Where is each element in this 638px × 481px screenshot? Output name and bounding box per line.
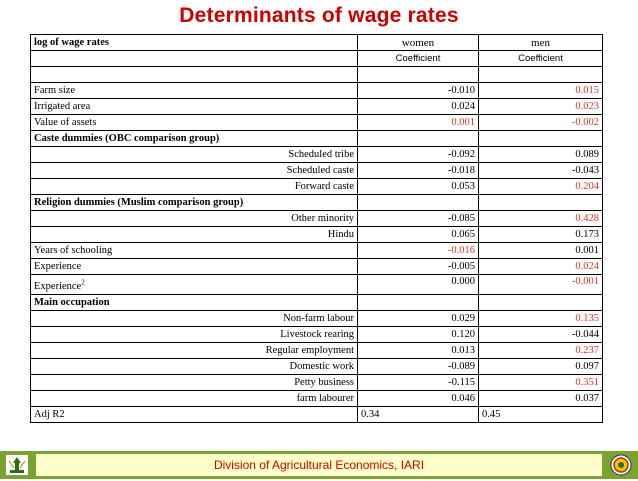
- men-coefficient: -0.002: [479, 115, 603, 131]
- table-row: [31, 359, 603, 375]
- men-coefficient: 0.135: [479, 311, 603, 327]
- section-label: Caste dummies (OBC comparison group): [31, 131, 358, 147]
- blank-cell: [358, 131, 479, 147]
- blank-cell: [479, 195, 603, 211]
- blank-cell: [479, 131, 603, 147]
- women-coefficient: 0.120: [358, 327, 479, 343]
- row-label: farm labourer: [31, 391, 358, 407]
- women-coefficient: -0.115: [358, 375, 479, 391]
- row-label: Irrigated area: [31, 99, 358, 115]
- row-label: Value of assets: [31, 115, 358, 131]
- adj-r2-label: Adj R2: [31, 407, 358, 423]
- women-coefficient: 0.053: [358, 179, 479, 195]
- row-label-superscript: 2: [81, 278, 85, 287]
- iari-emblem-icon: [6, 455, 28, 475]
- adj-r2-men: 0.45: [479, 407, 603, 423]
- row-label: Forward caste: [31, 179, 358, 195]
- men-coefficient: 0.173: [479, 227, 603, 243]
- women-coefficient: 0.000: [358, 275, 479, 295]
- men-coefficient: 0.428: [479, 211, 603, 227]
- men-coefficient: 0.097: [479, 359, 603, 375]
- women-coefficient: -0.010: [358, 83, 479, 99]
- women-coefficient: -0.092: [358, 147, 479, 163]
- row-label: Experience: [31, 259, 358, 275]
- women-coefficient: 0.024: [358, 99, 479, 115]
- table-row: [31, 311, 603, 327]
- row-label: Scheduled tribe: [31, 147, 358, 163]
- table-header-row: [31, 35, 603, 51]
- row-label: Domestic work: [31, 359, 358, 375]
- iari-seal-icon: [610, 454, 632, 476]
- row-label: Other minority: [31, 211, 358, 227]
- blank-cell: [31, 67, 358, 83]
- row-label: [31, 275, 358, 295]
- table-row: [31, 179, 603, 195]
- women-coefficient: 0.001: [358, 115, 479, 131]
- table-row: [31, 211, 603, 227]
- men-coefficient: 0.351: [479, 375, 603, 391]
- row-label: Scheduled caste: [31, 163, 358, 179]
- women-coefficient: -0.005: [358, 259, 479, 275]
- row-label: Petty business: [31, 375, 358, 391]
- table-row: [31, 243, 603, 259]
- men-coefficient: 0.023: [479, 99, 603, 115]
- men-coefficient: 0.237: [479, 343, 603, 359]
- women-coefficient: 0.065: [358, 227, 479, 243]
- header-women: women: [358, 35, 479, 51]
- table-subheader-row: [31, 51, 603, 67]
- table-row: [31, 327, 603, 343]
- women-coefficient: -0.018: [358, 163, 479, 179]
- table-row: [31, 259, 603, 275]
- women-coefficient: -0.016: [358, 243, 479, 259]
- men-coefficient: -0.001: [479, 275, 603, 295]
- footer-band: [0, 451, 638, 479]
- subheader-coefficient-men: Coefficient: [479, 51, 603, 67]
- row-label: Livestock rearing: [31, 327, 358, 343]
- footer-division-text: Division of Agricultural Economics, IARI: [36, 454, 602, 476]
- spacer-row: [31, 67, 603, 83]
- women-coefficient: 0.029: [358, 311, 479, 327]
- table-row: [31, 115, 603, 131]
- row-label: Farm size: [31, 83, 358, 99]
- row-label: Hindu: [31, 227, 358, 243]
- section-label: Religion dummies (Muslim comparison group): [31, 195, 358, 211]
- adj-r2-women: 0.34: [358, 407, 479, 423]
- section-label: Main occupation: [31, 295, 358, 311]
- men-coefficient: 0.024: [479, 259, 603, 275]
- row-label: Years of schooling: [31, 243, 358, 259]
- table-row: [31, 375, 603, 391]
- section-header-row: [31, 195, 603, 211]
- row-label-text: Experience: [34, 281, 82, 292]
- women-coefficient: 0.013: [358, 343, 479, 359]
- men-coefficient: -0.044: [479, 327, 603, 343]
- men-coefficient: 0.037: [479, 391, 603, 407]
- section-header-row: [31, 295, 603, 311]
- table-row: [31, 83, 603, 99]
- table-row: [31, 163, 603, 179]
- men-coefficient: 0.204: [479, 179, 603, 195]
- blank-cell: [31, 51, 358, 67]
- women-coefficient: -0.089: [358, 359, 479, 375]
- blank-cell: [479, 67, 603, 83]
- section-header-row: [31, 131, 603, 147]
- table-row: [31, 343, 603, 359]
- header-men: men: [479, 35, 603, 51]
- subheader-coefficient-women: Coefficient: [358, 51, 479, 67]
- row-label: Regular employment: [31, 343, 358, 359]
- table-row: [31, 275, 603, 295]
- women-coefficient: -0.085: [358, 211, 479, 227]
- table-row: [31, 147, 603, 163]
- men-coefficient: 0.089: [479, 147, 603, 163]
- blank-cell: [479, 295, 603, 311]
- row-label: Non-farm labour: [31, 311, 358, 327]
- men-coefficient: 0.015: [479, 83, 603, 99]
- women-coefficient: 0.046: [358, 391, 479, 407]
- blank-cell: [358, 67, 479, 83]
- wage-determinants-table: [30, 34, 603, 423]
- men-coefficient: -0.043: [479, 163, 603, 179]
- table-row: [31, 227, 603, 243]
- men-coefficient: 0.001: [479, 243, 603, 259]
- blank-cell: [358, 195, 479, 211]
- blank-cell: [358, 295, 479, 311]
- slide-title: Determinants of wage rates: [179, 4, 459, 27]
- table-row: [31, 391, 603, 407]
- table-row: [31, 99, 603, 115]
- header-dependent-variable: log of wage rates: [31, 35, 358, 51]
- adj-r2-row: [31, 407, 603, 423]
